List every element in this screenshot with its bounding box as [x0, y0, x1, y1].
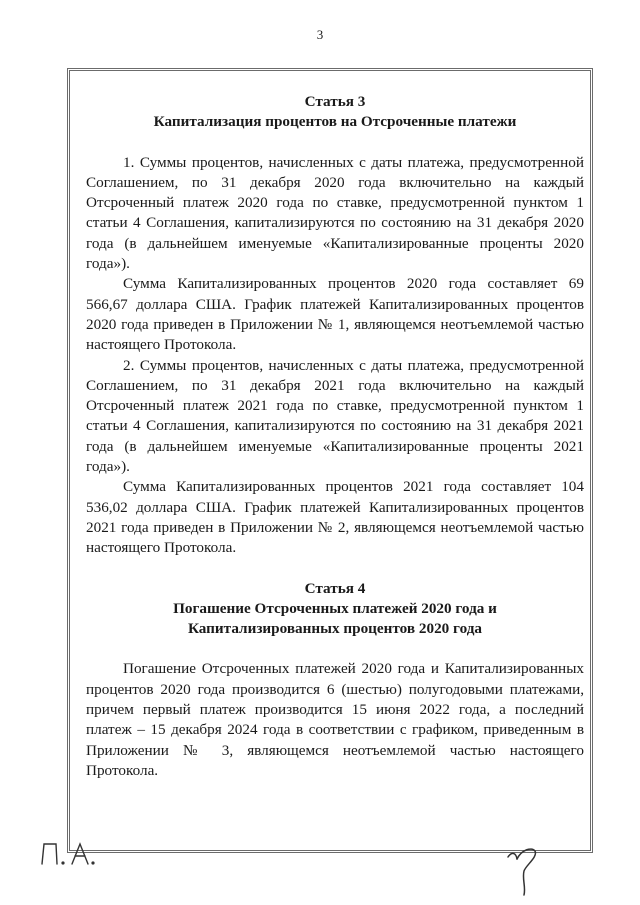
- article-3-heading: [86, 92, 584, 133]
- initials-left-signature: [36, 836, 116, 870]
- article-4-heading: [86, 579, 584, 640]
- page-number: 3: [316, 27, 324, 42]
- article-4-paragraph: Погашение Отсроченных платежей 2020 года и Капитализированных процентов 2020 года производится 6 (шестью) полугодовыми платежами, причем первый платеж производится 15 июня 2022 года, а последний платеж – 15 декабря 2024 года в соответствии с графиком, приведенным в Приложении № 3, являющемся неотъемлемой частью настоящего Протокола.: [86, 660, 584, 779]
- article-3-paragraph: Сумма Капитализированных процентов 2021 года составляет 104 536,02 доллара США. График платежей Капитализированных процентов 2021 года приведен в Приложении № 2, являющемся неотъемлемой частью настоящего Протокола.: [86, 478, 584, 557]
- article-3-subtitle: Капитализация процентов на Отсроченные платежи: [153, 113, 517, 131]
- article-3-paragraph: 1. Суммы процентов, начисленных с даты платежа, предусмотренной Соглашением, по 31 декабря 2020 года включительно на каждый Отсроченный платеж 2020 года по ставке, предусмотренной пунктом 1 статьи 4 Соглашения, капитализируются по состоянию на 31 декабря 2020 года (в дальнейшем именуемые «Капитализированные проценты 2020 года»).: [86, 153, 584, 273]
- article-3-title: Статья 3: [304, 93, 366, 110]
- article-4-subtitle: Погашение Отсроченных платежей 2020 года и: [173, 599, 497, 617]
- article-3-paragraph: 2. Суммы процентов, начисленных с даты платежа, предусмотренной Соглашением, по 31 декабря 2021 года включительно на каждый Отсроченный платеж 2021 года по ставке, предусмотренной пунктом 1 статьи 4 Соглашения, капитализируются по состоянию на 31 декабря 2021 года (в дальнейшем именуемые «Капитализированные проценты 2021 года»).: [86, 356, 584, 476]
- initials-right-signature: [502, 843, 546, 899]
- document-body: [86, 92, 584, 781]
- article-3-paragraph: Сумма Капитализированных процентов 2020 года составляет 69 566,67 доллара США. График платежей Капитализированных процентов 2020 года приведен в Приложении № 1, являющемся неотъемлемой частью настоящего Протокола.: [86, 275, 584, 354]
- article-4-title: Статья 4: [304, 579, 366, 597]
- article-4-subtitle: Капитализированных процентов 2020 года: [187, 620, 483, 638]
